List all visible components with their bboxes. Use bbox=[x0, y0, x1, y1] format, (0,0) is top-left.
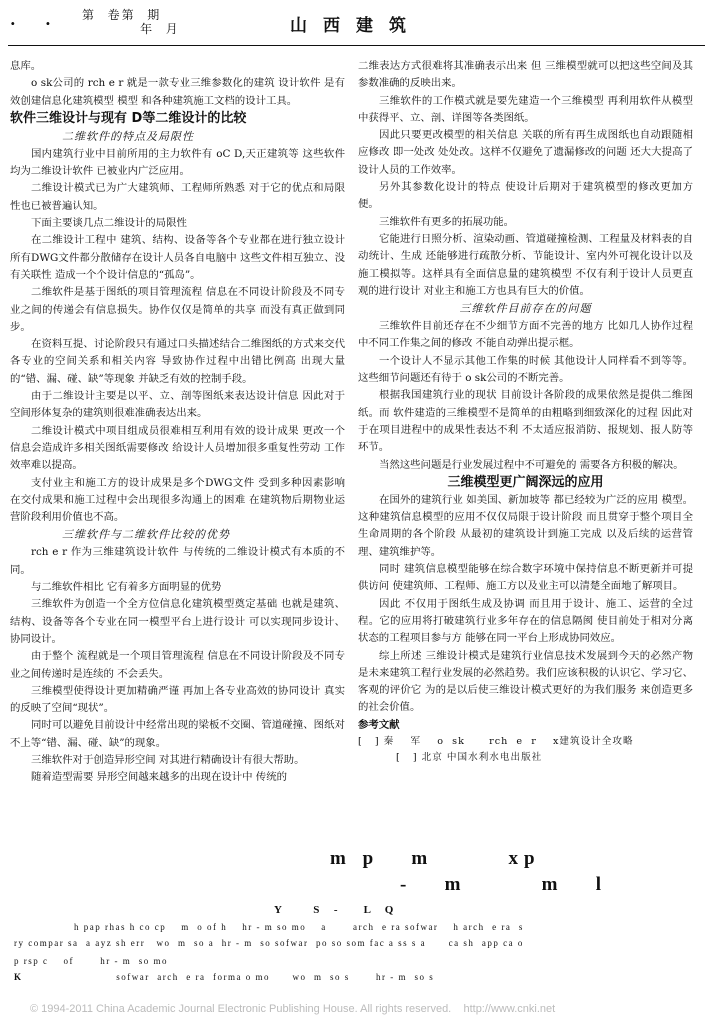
english-abstract-line3: p rsp c of hr - m so mo bbox=[14, 956, 168, 966]
header-issue bbox=[82, 8, 180, 36]
body-paragraph: 与二维软件相比 它有着多方面明显的优势 bbox=[31, 581, 222, 594]
keywords-label: K bbox=[14, 972, 23, 982]
body-paragraph: 同时可以避免目前设计中经常出现的梁板不交圈、管道碰撞、图纸对不上等“错、漏、碰、缺”的现象。 bbox=[10, 719, 345, 749]
page-header bbox=[0, 0, 713, 44]
section-heading: 软件三维设计与现有 D等二维设计的比较 bbox=[10, 110, 247, 126]
body-paragraph: 因此 不仅用于图纸生成及协调 而且用于设计、施工、运营的全过程。它的应用将打破建筑行业多年存在的信息隔阂 使目前处于相对分离状态的工程项目参与方 能够在同一平台上形成协同效应。 bbox=[358, 597, 693, 645]
english-abstract-line1: h pap rhas h co cp m o of h hr - m so mo a arch e ra sofwar h arch e ra s bbox=[74, 922, 524, 932]
body-paragraph: o sk公司的 rch e r 就是一款专业三维参数化的建筑 设计软件 是有效创建信息化建筑模型 模型 和各种建筑施工文档的设计工具。 bbox=[10, 77, 345, 107]
body-paragraph: 三维软件目前还存在不少细节方面不完善的地方 比如几人协作过程中不同工作集之间的修改 不能自动弹出提示框。 bbox=[358, 320, 693, 350]
reference-entry: [ ] 北京 中国水利水电出版社 bbox=[396, 751, 543, 763]
english-keywords bbox=[14, 972, 434, 982]
body-paragraph: 由于整个 流程就是一个项目管理流程 信息在不同设计阶段及不同专业之间传递时是连续的 不会丢失。 bbox=[10, 650, 345, 680]
copyright-footer: © 1994-2011 China Academic Journal Electronic Publishing House. All rights reserved. http://www.cnki.net bbox=[30, 1003, 556, 1015]
body-paragraph: 由于二维设计主要是以平、立、剖等图纸来表达设计信息 因此对于空间形体复杂的建筑则很难准确表达出来。 bbox=[10, 390, 345, 420]
body-paragraph: 三维模型使得设计更加精确严谨 再加上各专业高效的协同设计 真实的反映了空间“现状”。 bbox=[10, 684, 345, 715]
body-paragraph: 国内建筑行业中目前所用的主力软件有 oC D,天正建筑等 这些软件均为二维设计软件 已被业内广泛应用。 bbox=[10, 147, 345, 178]
header-dots: . . bbox=[10, 10, 63, 29]
body-paragraph: rch e r 作为三维建筑设计软件 与传统的二维设计模式有本质的不同。 bbox=[10, 546, 345, 576]
section-heading: 三维模型更广阔深远的应用 bbox=[447, 474, 604, 490]
body-paragraph: 在资料互提、讨论阶段只有通过口头描述结合二维图纸的方式来交代各专业的空间关系和相关内容 导致协作过程中出错比例高 出现大量的“错、漏、碰、缺”等现象 并缺乏有效的控制手段。 bbox=[10, 338, 345, 385]
right-column bbox=[358, 58, 693, 766]
body-paragraph: 三维软件为创造一个全方位信息化建筑模型奠定基础 也就是建筑、结构、设备等各个专业在同一模型平台上进行设计 可以实现同步设计、协同设计。 bbox=[10, 598, 345, 645]
references-heading: 参考文献 bbox=[358, 718, 400, 731]
body-paragraph: 在二维设计工程中 建筑、结构、设备等各个专业都在进行独立设计 所有DWG文件都分散储存在设计人员各自电脑中 这些文件相互独立、没有关联性 造成一个个设计信息的“孤岛”。 bbox=[10, 234, 345, 281]
subsection-heading: 三维软件与二维软件比较的优势 bbox=[62, 528, 230, 542]
body-paragraph: 三维软件对于创造异形空间 对其进行精确设计有很大帮助。 bbox=[31, 753, 305, 766]
header-rule bbox=[8, 45, 705, 46]
english-abstract-line2: ry compar sa a ayz sh err wo m so a hr - m so sofwar po so som fac a ss s a ca sh app ca o bbox=[14, 938, 524, 948]
header-issue-line2: 年 月 bbox=[82, 22, 180, 36]
body-paragraph: 因此只要更改模型的相关信息 关联的所有再生成图纸也自动跟随相应修改 即一处改 处处改。这样不仅避免了遗漏修改的问题 还大大提高了设计人员的工作效率。 bbox=[358, 129, 693, 176]
body-paragraph: 二维设计模式已为广大建筑师、工程师所熟悉 对于它的优点和局限性也已被普遍认知。 bbox=[10, 182, 345, 212]
article-body bbox=[10, 58, 703, 838]
body-paragraph: 息库。 bbox=[10, 60, 42, 72]
header-issue-line1: 第 卷第 期 bbox=[82, 8, 162, 22]
subsection-heading: 二维软件的特点及局限性 bbox=[62, 129, 194, 143]
body-paragraph: 三维软件有更多的拓展功能。 bbox=[379, 215, 515, 228]
english-title-line2: - m m l bbox=[400, 874, 608, 895]
body-paragraph: 三维软件的工作模式就是要先建造一个三维模型 再利用软件从模型中获得平、立、剖、详图等各类图纸。 bbox=[358, 94, 693, 124]
subsection-heading: 三维软件目前存在的问题 bbox=[459, 302, 592, 316]
body-paragraph: 当然这些问题是行业发展过程中不可避免的 需要各方积极的解决。 bbox=[379, 458, 684, 471]
journal-name: 山西建筑 bbox=[290, 16, 422, 36]
body-paragraph: 支付业主和施工方的设计成果是多个DWG文件 受到多种因素影响 在交付成果和施工过程中会出现很多沟通上的困难 在建筑物后期物业运营阶段利用价值也不高。 bbox=[10, 476, 345, 524]
left-column bbox=[10, 58, 345, 787]
body-paragraph: 在国外的建筑行业 如美国、新加坡等 都已经较为广泛的应用 模型。这种建筑信息模型的应用不仅仅局限于设计阶段 而且贯穿于整个项目全生命周期的各个阶段 从最初的建筑设计到施工完成 以及后续的运营管理、建筑维护等。 bbox=[358, 493, 693, 558]
reference-entry: [ ] 秦 军 o sk rch e r x建筑设计全攻略 bbox=[358, 735, 634, 747]
body-paragraph: 同时 建筑信息模型能够在综合数字环境中保持信息不断更新并可提供访问 使建筑师、工程师、施工方以及业主可以清楚全面地了解项目。 bbox=[358, 563, 693, 593]
keywords-text: sofwar arch e ra forma o mo wo m so s hr - m so s bbox=[22, 972, 435, 982]
body-paragraph: 一个设计人不显示其他工作集的时候 其他设计人同样看不到等等。这些细节问题还有待于 o sk公司的不断完善。 bbox=[358, 354, 693, 385]
body-paragraph: 根据我国建筑行业的现状 目前设计各阶段的成果依然是提供二维图纸。而 软件建造的三维模型不是简单的由粗略到细致深化的过程 因此对于在项目进程中的成果性表达不利 不太适应报消防、报规划、报人防等环节。 bbox=[358, 389, 693, 454]
body-paragraph: 另外其参数化设计的特点 使设计后期对于建筑模型的修改更加方便。 bbox=[358, 181, 693, 211]
body-paragraph: 随着造型需要 异形空间越来越多的出现在设计中 传统的 bbox=[31, 771, 287, 784]
body-paragraph: 下面主要谈几点二维设计的局限性 bbox=[31, 217, 187, 230]
body-paragraph: 二维设计模式中项目组成员很难相互利用有效的设计成果 更改一个信息会造成许多相关图纸需要修改 给设计人员增加很多重复性劳动 工作效率难以提高。 bbox=[10, 424, 345, 472]
body-paragraph: 二维表达方式很难将其准确表示出来 但 三维模型就可以把这些空间及其参数准确的反映出来。 bbox=[358, 60, 693, 90]
body-paragraph: 它能进行日照分析、渲染动画、管道碰撞检测、工程量及材料表的自动统计、生成 还能够进行疏散分析、节能设计、室内外可视化设计以及施工模拟等。这样具有全面信息量的建筑模型 不仅有利于设计人员更直观的进行设计 对业主和施工方也具有巨大的价值。 bbox=[358, 232, 693, 297]
body-paragraph: 二维软件是基于图纸的项目管理流程 信息在不同设计阶段及不同专业之间的传递会有信息损失。协作仅仅是简单的共享 而没有真正做到同步。 bbox=[10, 286, 345, 333]
body-paragraph: 综上所述 三维设计模式是建筑行业信息技术发展到今天的必然产物 是未来建筑工程行业发展的必然趋势。我们应该积极的认识它、学习它、客观的评价它 为的是以后使三维设计模式更好的为我们服务 来创造更多的社会价值。 bbox=[358, 649, 693, 714]
english-authors: Y S - L Q bbox=[274, 904, 397, 916]
english-title-line1: m p m xp bbox=[330, 848, 541, 869]
